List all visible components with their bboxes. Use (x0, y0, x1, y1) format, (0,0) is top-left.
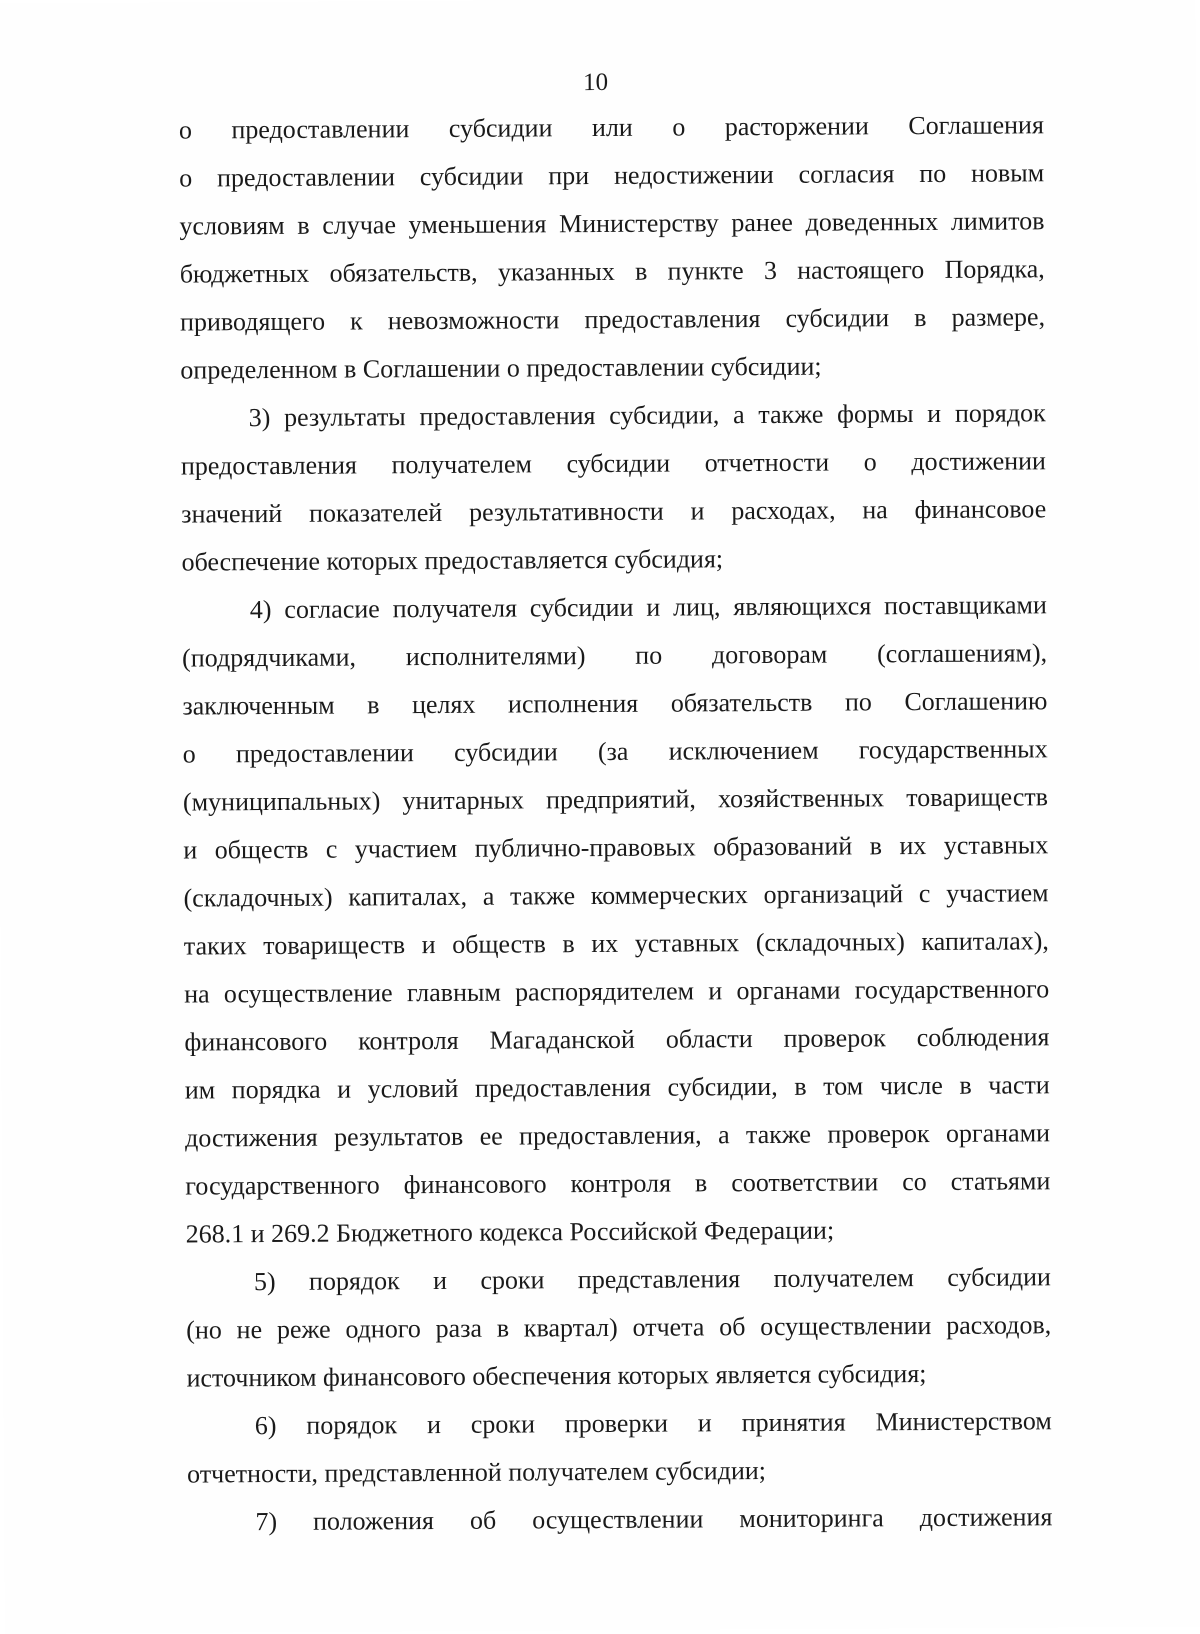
text-line: предоставления получателем субсидии отчетности о достижении (180, 446, 1047, 481)
text-line: государственного финансового контроля в соответствии со статьями (185, 1166, 1051, 1201)
document-body (179, 101, 1053, 1546)
text-line: (но не реже одного раза в квартал) отчета об осуществлении расходов, (186, 1310, 1052, 1345)
text-line: о предоставлении субсидии (за исключением государственных (182, 734, 1048, 769)
text-line: на осуществление главным распорядителем и органами государственного (184, 974, 1050, 1009)
text-line: 3) результаты предоставления субсидии, а также формы и порядок (248, 398, 1046, 433)
text-line: и обществ с участием публично-правовых образований в их уставных (183, 830, 1049, 865)
text-line: отчетности, представленной получателем субсидии; (187, 1455, 767, 1489)
text-line: 5) порядок и сроки представления получателем субсидии (253, 1262, 1052, 1297)
text-line: заключенным в целях исполнения обязательств по Соглашению (182, 686, 1048, 721)
text-line: (подрядчиками, исполнителями) по договорам (соглашениям), (182, 638, 1048, 673)
text-line: приводящего к невозможности предоставления субсидии в размере, (179, 302, 1046, 337)
text-line: 268.1 и 269.2 Бюджетного кодекса Российской Федерации; (185, 1215, 835, 1249)
text-line: достижения результатов ее предоставления, а также проверок органами (184, 1118, 1051, 1153)
text-line: условиям в случае уменьшения Министерству ранее доведенных лимитов (179, 206, 1045, 241)
text-line: финансового контроля Магаданской области проверок соблюдения (184, 1022, 1050, 1057)
text-line: им порядка и условий предоставления субсидии, в том числе в части (184, 1070, 1050, 1105)
text-line: (муниципальных) унитарных предприятий, хозяйственных товариществ (182, 782, 1049, 817)
text-line: бюджетных обязательств, указанных в пункте 3 настоящего Порядка, (179, 254, 1045, 289)
text-line: таких товариществ и обществ в их уставных (складочных) капиталах), (183, 926, 1049, 961)
text-line: 4) согласие получателя субсидии и лиц, являющихся поставщиками (249, 590, 1047, 625)
text-line: о предоставлении субсидии при недостижении согласия по новым (179, 158, 1045, 193)
text-line: (складочных) капиталах, а также коммерческих организаций с участием (183, 878, 1049, 913)
page-number: 10 (583, 68, 609, 97)
text-line: значений показателей результативности и расходах, на финансовое (181, 494, 1047, 529)
text-line: 6) порядок и сроки проверки и принятия Министерством (254, 1406, 1052, 1441)
text-line: обеспечение которых предоставляется субсидия; (181, 544, 724, 577)
text-line: 7) положения об осуществлении мониторинга достижения (255, 1502, 1053, 1537)
text-line: определенном в Соглашении о предоставлении субсидии; (180, 351, 822, 385)
text-line: о предоставлении субсидии или о расторжении Соглашения (178, 110, 1044, 145)
text-line: источником финансового обеспечения которых является субсидия; (186, 1359, 927, 1393)
